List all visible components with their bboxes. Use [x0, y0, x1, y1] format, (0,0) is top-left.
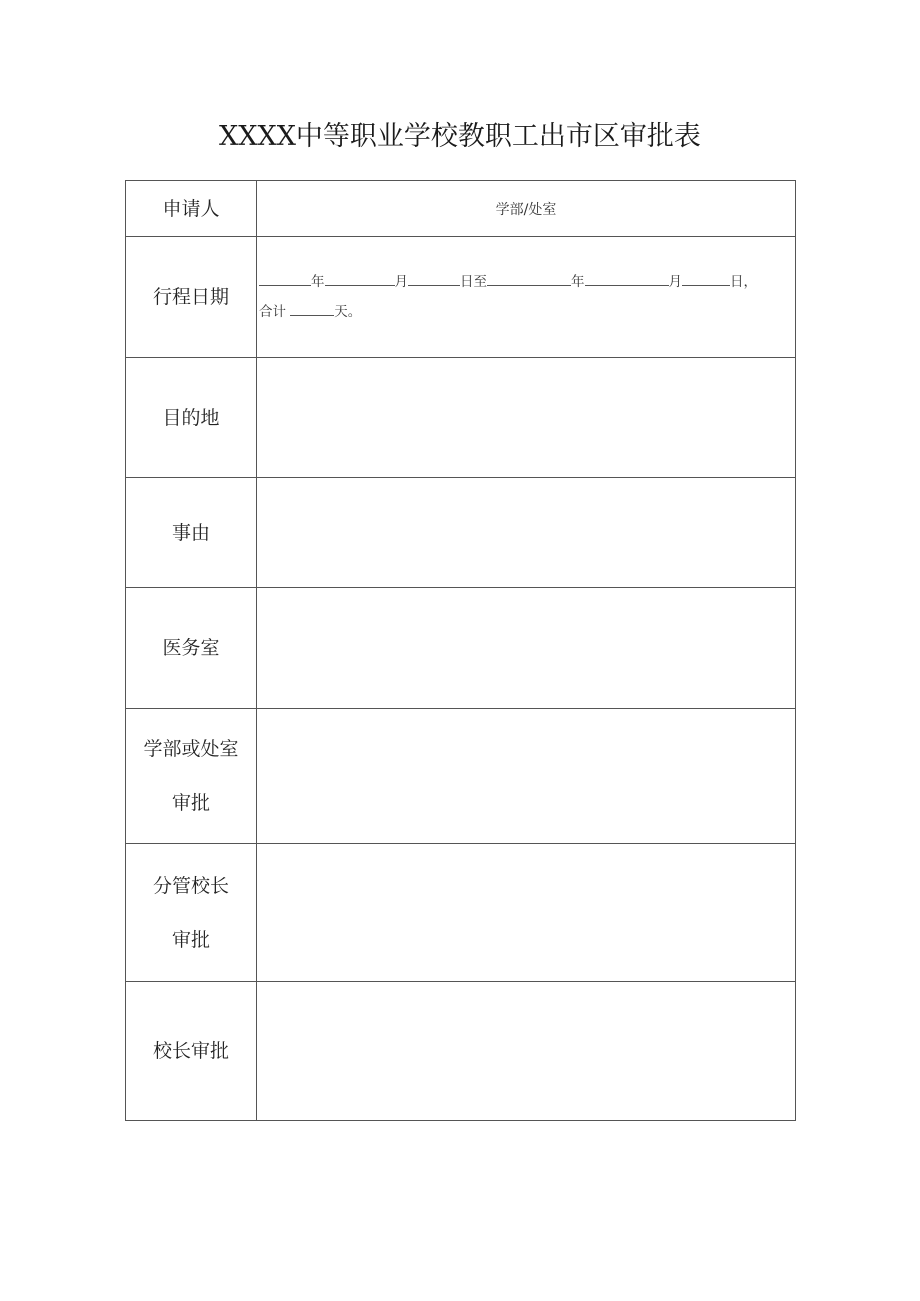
- total-label: 合计: [259, 304, 286, 320]
- destination-field[interactable]: [257, 358, 796, 478]
- end-month-unit: 月: [668, 274, 682, 290]
- row-dept-approval: [126, 709, 796, 844]
- row-reason: [126, 478, 796, 588]
- total-days-blank[interactable]: [290, 301, 334, 316]
- end-year-unit: 年: [571, 274, 585, 290]
- dept-approval-label-line1: 学部或处室: [143, 738, 239, 760]
- travel-dates-label: 行程日期: [126, 237, 257, 358]
- approval-form-table: [125, 180, 796, 1121]
- row-vp-approval: [126, 844, 796, 982]
- total-days-line: [259, 297, 791, 327]
- start-year-blank[interactable]: [259, 271, 311, 286]
- start-day-blank[interactable]: [408, 271, 460, 286]
- vp-approval-label: [126, 844, 257, 982]
- destination-label: 目的地: [126, 358, 257, 478]
- applicant-label: 申请人: [126, 181, 257, 237]
- dept-approval-label: [126, 709, 257, 844]
- row-destination: [126, 358, 796, 478]
- applicant-dept-field[interactable]: [257, 181, 796, 237]
- date-range-line: [259, 267, 791, 297]
- end-year-blank[interactable]: [487, 271, 571, 286]
- dept-approval-label-line2: 审批: [171, 792, 210, 814]
- row-applicant: [126, 181, 796, 237]
- reason-field[interactable]: [257, 478, 796, 588]
- start-month-unit: 月: [394, 274, 408, 290]
- vp-approval-label-line2: 审批: [171, 928, 210, 951]
- principal-approval-label: 校长审批: [126, 982, 257, 1121]
- end-day-blank[interactable]: [682, 271, 730, 286]
- form-title: XXXX中等职业学校教职工出市区审批表: [219, 121, 701, 152]
- row-clinic: [126, 588, 796, 709]
- start-year-unit: 年: [311, 274, 325, 290]
- dept-approval-field[interactable]: [257, 709, 796, 844]
- dept-label: 学部/处室: [495, 201, 557, 218]
- clinic-field[interactable]: [257, 588, 796, 709]
- end-day-unit: 日，: [730, 274, 757, 290]
- start-month-blank[interactable]: [325, 271, 395, 286]
- clinic-label: 医务室: [126, 588, 257, 709]
- row-principal-approval: [126, 982, 796, 1121]
- end-month-blank[interactable]: [585, 271, 669, 286]
- vp-approval-field[interactable]: [257, 844, 796, 982]
- vp-approval-label-line1: 分管校长: [152, 874, 229, 897]
- days-unit: 天。: [334, 304, 362, 320]
- principal-approval-field[interactable]: [257, 982, 796, 1121]
- reason-label: 事由: [126, 478, 257, 588]
- travel-dates-field[interactable]: [257, 237, 796, 358]
- start-day-to-unit: 日至: [460, 274, 487, 290]
- row-travel-dates: [126, 237, 796, 358]
